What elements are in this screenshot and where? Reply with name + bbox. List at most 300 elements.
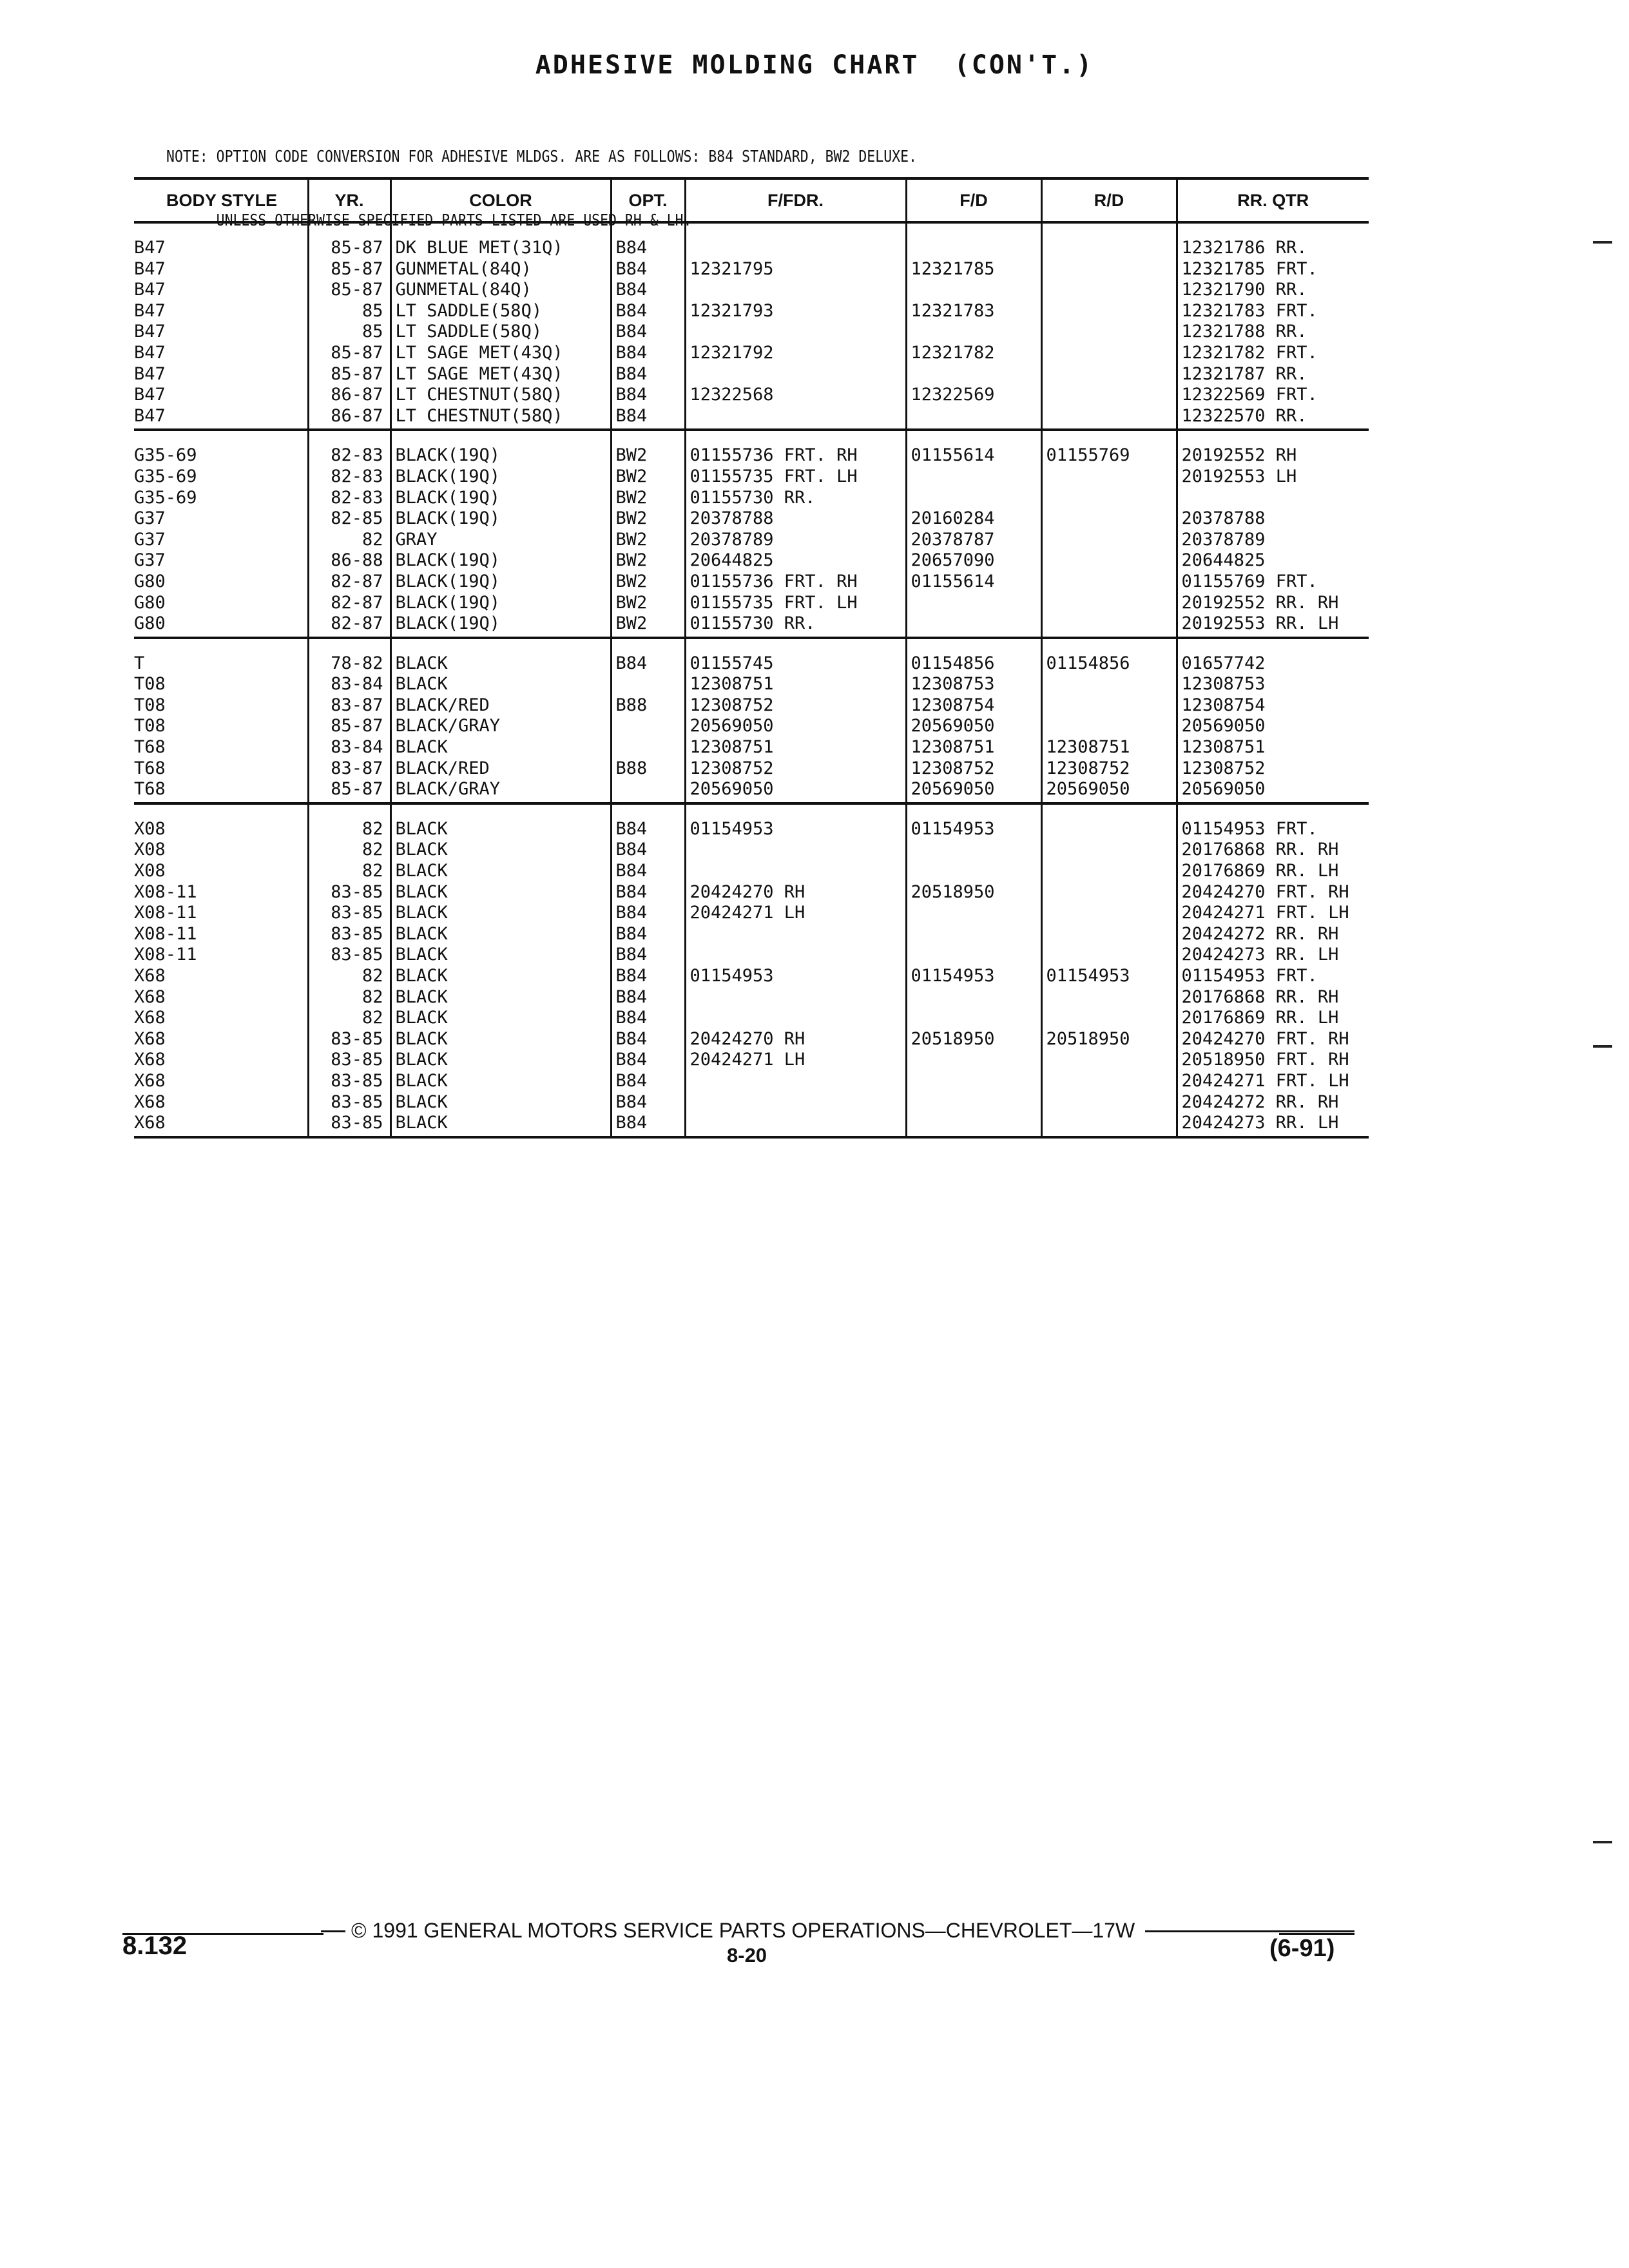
year-value: 82 xyxy=(361,986,383,1007)
f-d-value: 12308753 xyxy=(911,674,995,695)
cell-r-d xyxy=(1041,430,1177,637)
r-d-value: 01154856 xyxy=(1046,653,1130,673)
r-d-value xyxy=(1043,280,1176,301)
f-fdr-value: 01155735 FRT. LH xyxy=(689,592,858,613)
f-fdr-value: 01155735 FRT. LH xyxy=(689,466,858,486)
f-d-value xyxy=(907,1113,1041,1134)
f-d-value xyxy=(907,488,1041,509)
year-value: 83-84 xyxy=(331,674,383,695)
year-value: 82 xyxy=(361,1008,383,1028)
option-value: B84 xyxy=(615,986,648,1007)
rr-qtr-value xyxy=(1178,488,1369,509)
cell-body-style xyxy=(134,430,308,637)
year-value: 82 xyxy=(361,966,383,986)
f-d-value xyxy=(907,593,1041,614)
cell-rr-qtr xyxy=(1177,638,1369,803)
f-fdr-value xyxy=(686,861,905,882)
option-value: B84 xyxy=(615,861,648,881)
color-value: LT CHESTNUT(58Q) xyxy=(395,405,563,426)
color-value: BLACK(19Q) xyxy=(395,487,501,508)
rr-qtr-value: 20176868 RR. RH xyxy=(1181,986,1339,1007)
r-d-value xyxy=(1043,1113,1176,1134)
note-line: UNLESS OTHERWISE SPECIFIED PARTS LISTED ARE USED RH & LH. xyxy=(166,211,692,229)
f-fdr-value: 12322568 xyxy=(689,385,774,405)
col-header-f-d: F/D xyxy=(906,178,1041,222)
rr-qtr-value: 20378789 xyxy=(1181,529,1266,550)
color-value: BLACK xyxy=(395,1050,448,1070)
option-value: BW2 xyxy=(615,487,648,508)
year-value: 82 xyxy=(361,529,383,550)
r-d-value xyxy=(1043,695,1176,716)
f-fdr-value xyxy=(686,406,905,427)
rr-qtr-value: 12308754 xyxy=(1181,695,1266,715)
f-d-value: 20160284 xyxy=(911,508,995,529)
option-value xyxy=(612,674,684,695)
option-value: BW2 xyxy=(615,529,648,550)
f-d-value: 20518950 xyxy=(911,1028,995,1049)
option-value: BW2 xyxy=(615,613,648,634)
rr-qtr-value: 01154953 FRT. xyxy=(1181,818,1318,839)
col-header-color: COLOR xyxy=(390,178,611,222)
option-value: BW2 xyxy=(615,466,648,486)
f-d-value: 01154953 xyxy=(911,818,995,839)
color-value: BLACK xyxy=(395,1008,448,1028)
rr-qtr-value: 12308753 xyxy=(1181,674,1266,695)
page-number-center: 8-20 xyxy=(727,1944,767,1966)
option-value: B88 xyxy=(615,695,648,715)
year-value: 82 xyxy=(361,818,383,839)
f-d-value: 12308754 xyxy=(911,695,995,715)
option-value: BW2 xyxy=(615,445,648,466)
body-style-value: X68 xyxy=(134,1113,166,1133)
rr-qtr-value: 20192552 RH xyxy=(1181,445,1297,466)
body-style-value: X68 xyxy=(134,1070,166,1091)
f-d-value xyxy=(907,280,1041,301)
rr-qtr-value: 12321783 FRT. xyxy=(1181,300,1318,321)
f-fdr-value: 12321793 xyxy=(689,300,774,321)
f-fdr-value xyxy=(686,1092,905,1113)
rr-qtr-value: 20424271 FRT. LH xyxy=(1181,903,1349,923)
year-value: 82 xyxy=(361,840,383,860)
cell-option xyxy=(611,222,685,430)
f-fdr-value xyxy=(686,924,905,945)
f-fdr-value xyxy=(686,322,905,343)
table-header-row xyxy=(134,178,1369,222)
rr-qtr-value: 12322570 RR. xyxy=(1181,405,1307,426)
f-d-value: 01154953 xyxy=(911,966,995,986)
r-d-value xyxy=(1043,840,1176,861)
page-date: (6-91) xyxy=(1269,1935,1335,1962)
r-d-value: 12308752 xyxy=(1046,758,1130,778)
f-fdr-value: 20569050 xyxy=(689,716,774,736)
color-value: BLACK(19Q) xyxy=(395,466,501,486)
r-d-value: 01155769 xyxy=(1046,445,1130,466)
body-style-value: T68 xyxy=(134,758,166,778)
cell-year xyxy=(308,638,390,803)
table-row xyxy=(134,222,1369,430)
option-value: B84 xyxy=(615,1091,648,1112)
color-value: BLACK xyxy=(395,861,448,881)
body-style-value: X08-11 xyxy=(134,881,197,902)
color-value: GUNMETAL(84Q) xyxy=(395,258,532,279)
f-d-value xyxy=(907,1092,1041,1113)
option-value: BW2 xyxy=(615,508,648,529)
color-value: BLACK xyxy=(395,903,448,923)
body-style-value: X08 xyxy=(134,861,166,881)
body-style-value: G37 xyxy=(134,529,166,550)
r-d-value xyxy=(1043,861,1176,882)
f-d-value xyxy=(907,903,1041,924)
rr-qtr-value: 20424270 FRT. RH xyxy=(1181,881,1349,902)
year-value: 83-85 xyxy=(331,1091,383,1112)
body-style-value: G35-69 xyxy=(134,487,197,508)
cell-f-d xyxy=(906,430,1041,637)
color-value: BLACK xyxy=(395,840,448,860)
f-d-value xyxy=(907,238,1041,259)
r-d-value xyxy=(1043,945,1176,966)
f-fdr-value: 20378789 xyxy=(689,529,774,550)
year-value: 86-88 xyxy=(331,550,383,571)
rr-qtr-value: 12308751 xyxy=(1181,737,1266,758)
rr-qtr-value: 20192552 RR. RH xyxy=(1181,592,1339,613)
year-value: 82 xyxy=(361,861,383,881)
option-value: BW2 xyxy=(615,592,648,613)
f-fdr-value xyxy=(686,1008,905,1029)
option-value: B84 xyxy=(615,653,648,673)
year-value: 85 xyxy=(361,300,383,321)
year-value: 86-87 xyxy=(331,385,383,405)
option-value: B84 xyxy=(615,1050,648,1070)
option-value: BW2 xyxy=(615,550,648,571)
rr-qtr-value: 20424271 FRT. LH xyxy=(1181,1070,1349,1091)
f-fdr-value: 20424270 RH xyxy=(689,881,805,902)
option-value: B84 xyxy=(615,363,648,384)
r-d-value xyxy=(1043,593,1176,614)
body-style-value: G80 xyxy=(134,592,166,613)
cell-f-d xyxy=(906,638,1041,803)
f-fdr-value: 01155730 RR. xyxy=(689,613,816,634)
r-d-value xyxy=(1043,987,1176,1008)
cell-rr-qtr xyxy=(1177,430,1369,637)
year-value: 85-87 xyxy=(331,258,383,279)
f-fdr-value: 20644825 xyxy=(689,550,774,571)
option-value: B84 xyxy=(615,1028,648,1049)
year-value: 83-85 xyxy=(331,945,383,965)
cell-year xyxy=(308,430,390,637)
option-value: B84 xyxy=(615,1113,648,1133)
r-d-value xyxy=(1043,466,1176,488)
col-header-body-style: BODY STYLE xyxy=(134,178,308,222)
f-d-value: 12308752 xyxy=(911,758,995,778)
f-d-value: 12321783 xyxy=(911,300,995,321)
f-fdr-value xyxy=(686,840,905,861)
f-fdr-value: 12321792 xyxy=(689,342,774,363)
year-value: 83-85 xyxy=(331,1113,383,1133)
r-d-value xyxy=(1043,674,1176,695)
option-value: B84 xyxy=(615,238,648,258)
rr-qtr-value: 12322569 FRT. xyxy=(1181,385,1318,405)
body-style-value: X68 xyxy=(134,1091,166,1112)
r-d-value xyxy=(1043,1092,1176,1113)
margin-mark xyxy=(1593,1045,1612,1048)
body-style-value: T08 xyxy=(134,695,166,715)
f-fdr-value: 01154953 xyxy=(689,966,774,986)
option-value: B84 xyxy=(615,300,648,321)
f-fdr-value: 01154953 xyxy=(689,818,774,839)
margin-mark xyxy=(1593,1841,1612,1843)
body-style-value: B47 xyxy=(134,238,166,258)
r-d-value xyxy=(1043,882,1176,903)
rr-qtr-value: 20644825 xyxy=(1181,550,1266,571)
option-value: B84 xyxy=(615,818,648,839)
f-d-value xyxy=(907,322,1041,343)
color-value: BLACK(19Q) xyxy=(395,445,501,466)
f-d-value: 20378787 xyxy=(911,529,995,550)
body-style-value: B47 xyxy=(134,405,166,426)
body-style-value: B47 xyxy=(134,322,166,342)
f-fdr-value: 12321795 xyxy=(689,258,774,279)
body-style-value: X68 xyxy=(134,1008,166,1028)
color-value: BLACK xyxy=(395,966,448,986)
f-d-value: 01155614 xyxy=(911,445,995,466)
body-style-value: T08 xyxy=(134,716,166,736)
rr-qtr-value: 12321787 RR. xyxy=(1181,363,1307,384)
rr-qtr-value: 01657742 xyxy=(1181,653,1266,673)
rr-qtr-value: 20424272 RR. RH xyxy=(1181,923,1339,944)
color-value: BLACK xyxy=(395,1091,448,1112)
color-value: BLACK xyxy=(395,881,448,902)
cell-body-style xyxy=(134,803,308,1137)
cell-r-d xyxy=(1041,222,1177,430)
body-style-value: X08 xyxy=(134,840,166,860)
col-header-year: YR. xyxy=(308,178,390,222)
color-value: LT SADDLE(58Q) xyxy=(395,322,543,342)
f-d-value: 12321785 xyxy=(911,258,995,279)
table-row xyxy=(134,430,1369,637)
option-value: B88 xyxy=(615,758,648,778)
r-d-value xyxy=(1043,508,1176,530)
color-value: LT SADDLE(58Q) xyxy=(395,300,543,321)
cell-year xyxy=(308,803,390,1137)
f-fdr-value xyxy=(686,987,905,1008)
body-style-value: X08-11 xyxy=(134,945,197,965)
f-d-value: 01154856 xyxy=(911,653,995,673)
rr-qtr-value: 20378788 xyxy=(1181,508,1266,529)
body-style-value: G80 xyxy=(134,571,166,591)
body-style-value: B47 xyxy=(134,280,166,300)
col-header-rr-qtr: RR. QTR xyxy=(1177,178,1369,222)
f-fdr-value: 01155736 FRT. RH xyxy=(689,445,858,466)
option-value: B84 xyxy=(615,1008,648,1028)
year-value: 85-87 xyxy=(331,238,383,258)
year-value: 83-87 xyxy=(331,758,383,778)
f-fdr-value: 01155736 FRT. RH xyxy=(689,571,858,591)
option-value: B84 xyxy=(615,342,648,363)
rr-qtr-value: 20176868 RR. RH xyxy=(1181,840,1339,860)
f-fdr-value: 20424271 LH xyxy=(689,903,805,923)
color-value: LT SAGE MET(43Q) xyxy=(395,363,563,384)
body-style-value: G35-69 xyxy=(134,466,197,486)
rr-qtr-value: 01155769 FRT. xyxy=(1181,571,1318,591)
r-d-value: 01154953 xyxy=(1046,966,1130,986)
f-d-value: 12308751 xyxy=(911,737,995,758)
r-d-value xyxy=(1043,903,1176,924)
body-style-value: G35-69 xyxy=(134,445,197,466)
rr-qtr-value: 12321785 FRT. xyxy=(1181,258,1318,279)
body-style-value: G80 xyxy=(134,613,166,634)
f-d-value: 20569050 xyxy=(911,779,995,800)
body-style-value: X08-11 xyxy=(134,923,197,944)
note-line: NOTE: OPTION CODE CONVERSION FOR ADHESIVE MLDGS. ARE AS FOLLOWS: B84 STANDARD, BW2 DELUXE. xyxy=(166,147,917,166)
f-d-value xyxy=(907,1071,1041,1092)
body-style-value: B47 xyxy=(134,300,166,321)
body-style-value: B47 xyxy=(134,258,166,279)
year-value: 82-83 xyxy=(331,487,383,508)
r-d-value: 12308751 xyxy=(1046,737,1130,758)
color-value: BLACK xyxy=(395,986,448,1007)
color-value: LT SAGE MET(43Q) xyxy=(395,342,563,363)
body-style-value: X68 xyxy=(134,1028,166,1049)
f-d-value: 20518950 xyxy=(911,881,995,902)
rr-qtr-value: 20424273 RR. LH xyxy=(1181,1113,1339,1133)
color-value: DK BLUE MET(31Q) xyxy=(395,238,563,258)
r-d-value xyxy=(1043,343,1176,364)
rr-qtr-value: 20424272 RR. RH xyxy=(1181,1091,1339,1112)
f-d-value xyxy=(907,1050,1041,1071)
body-style-value: B47 xyxy=(134,385,166,405)
f-fdr-value: 01155745 xyxy=(689,653,774,673)
year-value: 86-87 xyxy=(331,405,383,426)
r-d-value xyxy=(1043,238,1176,259)
year-value: 78-82 xyxy=(331,653,383,673)
body-style-value: X68 xyxy=(134,986,166,1007)
r-d-value xyxy=(1043,301,1176,322)
margin-mark xyxy=(1593,241,1612,244)
cell-r-d xyxy=(1041,638,1177,803)
f-d-value: 01155614 xyxy=(911,571,995,591)
year-value: 83-85 xyxy=(331,1028,383,1049)
r-d-value: 20569050 xyxy=(1046,779,1130,800)
color-value: BLACK xyxy=(395,1113,448,1133)
r-d-value xyxy=(1043,488,1176,509)
cell-f-d xyxy=(906,803,1041,1137)
cell-rr-qtr xyxy=(1177,222,1369,430)
color-value: BLACK xyxy=(395,945,448,965)
col-header-option: OPT. xyxy=(611,178,685,222)
r-d-value xyxy=(1043,613,1176,635)
rr-qtr-value: 20569050 xyxy=(1181,716,1266,736)
f-fdr-value xyxy=(686,280,905,301)
option-value: B84 xyxy=(615,881,648,902)
color-value: LT CHESTNUT(58Q) xyxy=(395,385,563,405)
rr-qtr-value: 12321788 RR. xyxy=(1181,322,1307,342)
f-d-value xyxy=(907,924,1041,945)
year-value: 85-87 xyxy=(331,363,383,384)
cell-rr-qtr xyxy=(1177,803,1369,1137)
r-d-value xyxy=(1043,924,1176,945)
option-value: B84 xyxy=(615,280,648,300)
f-fdr-value: 12308752 xyxy=(689,758,774,778)
body-style-value: X08-11 xyxy=(134,903,197,923)
r-d-value xyxy=(1043,1008,1176,1029)
body-style-value: G37 xyxy=(134,508,166,529)
r-d-value xyxy=(1043,259,1176,280)
year-value: 82-83 xyxy=(331,445,383,466)
option-value: B84 xyxy=(615,903,648,923)
option-value: B84 xyxy=(615,945,648,965)
rr-qtr-value: 20176869 RR. LH xyxy=(1181,1008,1339,1028)
footer-rule-right xyxy=(1145,1930,1354,1932)
rr-qtr-value: 20424270 FRT. RH xyxy=(1181,1028,1349,1049)
r-d-value xyxy=(1043,385,1176,406)
r-d-value xyxy=(1043,550,1176,572)
color-value: GUNMETAL(84Q) xyxy=(395,280,532,300)
body-style-value: X68 xyxy=(134,1050,166,1070)
cell-r-d xyxy=(1041,803,1177,1137)
col-header-r-d: R/D xyxy=(1041,178,1177,222)
rr-qtr-value: 20424273 RR. LH xyxy=(1181,945,1339,965)
body-style-value: X08 xyxy=(134,818,166,839)
row-group xyxy=(134,430,1369,637)
year-value: 85-87 xyxy=(331,716,383,736)
color-value: BLACK xyxy=(395,653,448,673)
f-d-value xyxy=(907,364,1041,385)
f-d-value xyxy=(907,1008,1041,1029)
color-value: BLACK(19Q) xyxy=(395,508,501,529)
f-fdr-value xyxy=(686,1113,905,1134)
color-value: BLACK(19Q) xyxy=(395,613,501,634)
cell-option xyxy=(611,638,685,803)
option-value: B84 xyxy=(615,966,648,986)
body-style-value: B47 xyxy=(134,363,166,384)
rr-qtr-value: 12321782 FRT. xyxy=(1181,342,1318,363)
r-d-value xyxy=(1043,1050,1176,1071)
cell-color xyxy=(390,430,611,637)
color-value: BLACK xyxy=(395,737,448,758)
r-d-value xyxy=(1043,1071,1176,1092)
color-value: BLACK/RED xyxy=(395,758,490,778)
cell-color xyxy=(390,803,611,1137)
option-value: BW2 xyxy=(615,571,648,591)
cell-option xyxy=(611,803,685,1137)
f-fdr-value: 20569050 xyxy=(689,779,774,800)
color-value: BLACK/GRAY xyxy=(395,716,501,736)
year-value: 85 xyxy=(361,322,383,342)
r-d-value xyxy=(1043,572,1176,593)
year-value: 83-85 xyxy=(331,1070,383,1091)
option-value: B84 xyxy=(615,840,648,860)
f-fdr-value: 01155730 RR. xyxy=(689,487,816,508)
option-value xyxy=(612,737,684,758)
f-fdr-value: 12308751 xyxy=(689,737,774,758)
year-value: 83-84 xyxy=(331,737,383,758)
cell-color xyxy=(390,222,611,430)
f-fdr-value: 20424271 LH xyxy=(689,1050,805,1070)
cell-color xyxy=(390,638,611,803)
color-value: BLACK xyxy=(395,923,448,944)
body-style-value: T08 xyxy=(134,674,166,695)
color-value: BLACK xyxy=(395,1028,448,1049)
f-fdr-value: 20424270 RH xyxy=(689,1028,805,1049)
r-d-value xyxy=(1043,364,1176,385)
color-value: BLACK/RED xyxy=(395,695,490,715)
f-fdr-value: 12308751 xyxy=(689,674,774,695)
f-fdr-value xyxy=(686,238,905,259)
option-value xyxy=(612,779,684,800)
color-value: BLACK xyxy=(395,674,448,695)
body-style-value: X68 xyxy=(134,966,166,986)
f-fdr-value xyxy=(686,945,905,966)
